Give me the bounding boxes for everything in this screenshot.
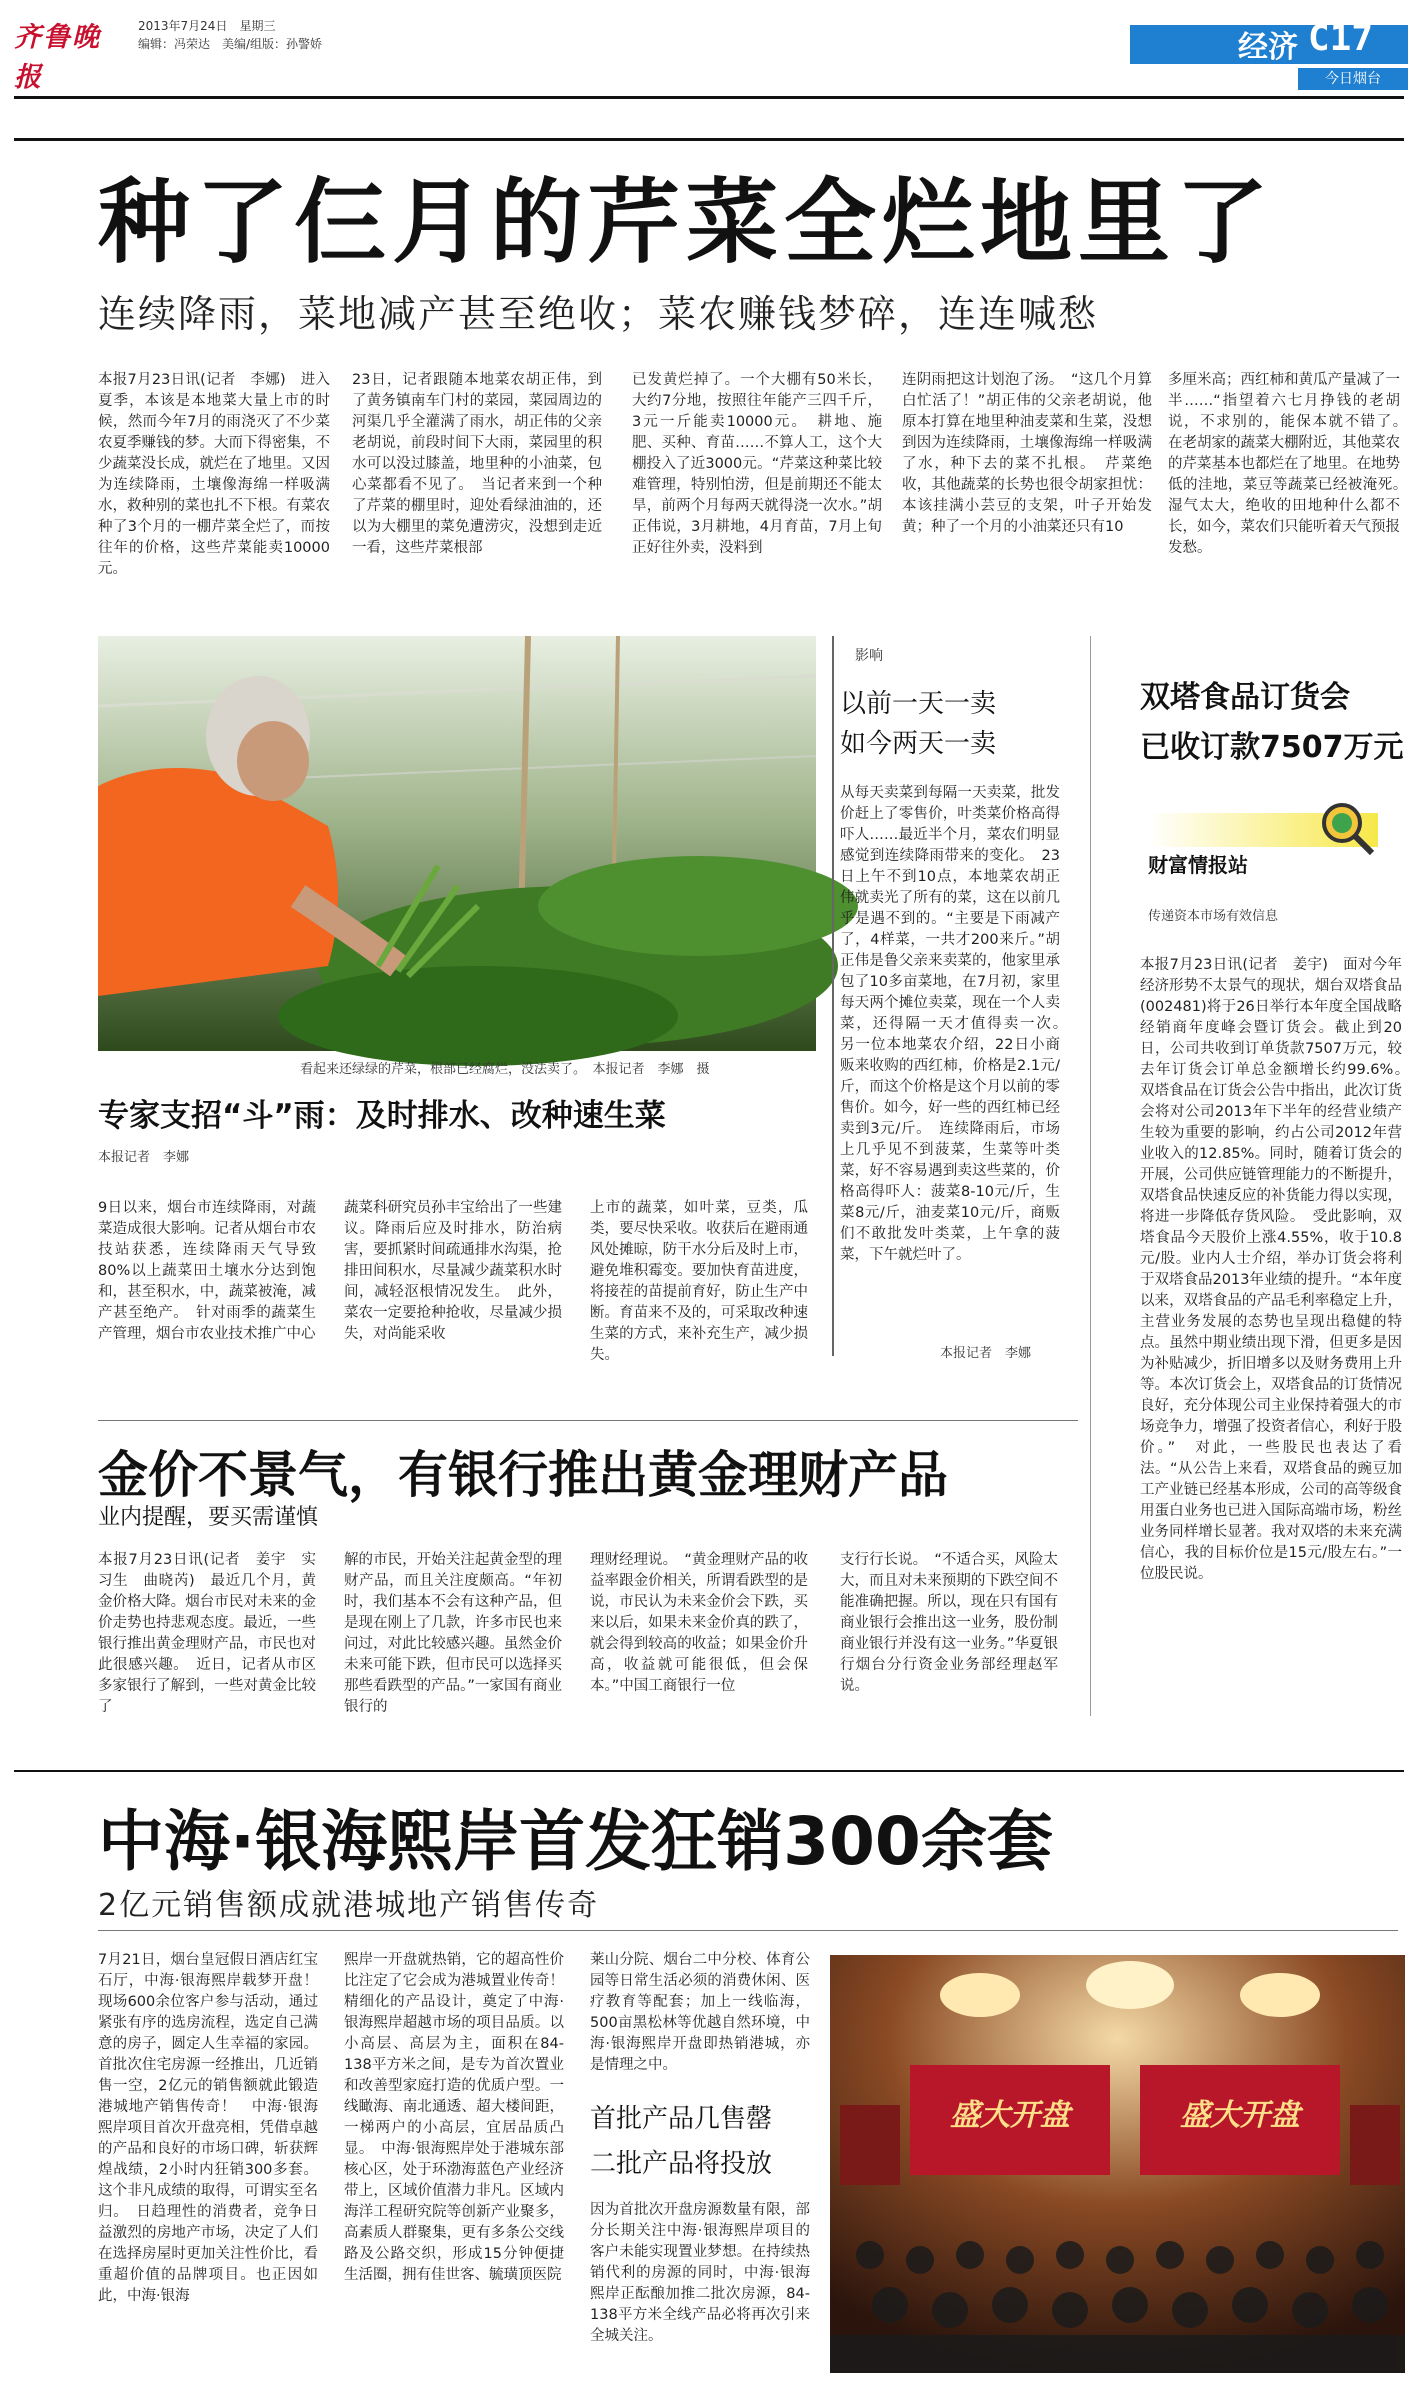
expert-col-2: 蔬菜科研究员孙丰宝给出了一些建议。降雨后应及时排水，防治病害，要抓紧时间疏通排水沟渠，抢排田间积水，尽量减少蔬菜积水时间，减轻沤根情况发生。 此外，菜农一定要抢种抢收，尽量减少损失，对尚能采收 <box>344 1200 562 1342</box>
shuangta-headline-1: 双塔食品订货会 <box>1140 680 1350 715</box>
main-photo-caption: 看起来还绿绿的芹菜，根部已经腐烂，没法卖了。 本报记者 李娜 摄 <box>300 1062 710 1077</box>
launch-event-illustration <box>830 1955 1405 2373</box>
issue-date: 2013年7月24日 星期三 <box>138 19 276 33</box>
gold-subheadline: 业内提醒，要买需谨慎 <box>98 1505 319 1530</box>
zhonghai-sub-rule <box>98 1930 1398 1931</box>
impact-body: 从每天卖菜到每隔一天卖菜，批发价赶上了零售价，叶类菜价格高得吓人……最近半个月，菜农们明显感觉到连续降雨带来的变化。 23日上午不到10点，本地菜农胡正伟就卖光了所有的菜，这在以前几乎是遇不到的。“主要是下雨减产了，4样菜，一共才200来斤。”胡正伟是鲁父亲来卖菜的，他家里承包了10多亩菜地，在7月初，家里每天两个摊位卖菜，现在一个人卖菜，还得隔一天才值得卖一次。 另一位本地菜农介绍，22日小商贩来收购的西红柿，价格是2.1元/斤，而这个价格是这个月以前的零售价。如今，好一些的西红柿已经卖到3元/斤。 连续降雨后，市场上几乎见不到菠菜，生菜等叶类菜，好不容易遇到卖这些菜的，价格高得吓人：菠菜8-10元/斤，生菜8元/斤，油麦菜10元/斤，商贩们不敢批发叶类菜，上午拿的菠菜，下午就烂叶了。 <box>840 785 1075 1263</box>
page-number: C17 <box>1308 18 1374 59</box>
expert-headline: 专家支招“斗”雨：及时排水、改种速生菜 <box>98 1098 666 1134</box>
impact-label: 影响 <box>855 648 883 664</box>
gold-col-4: 支行行长说。 “不适合买，风险太大，而且对未来预期的下跌空间不能准确把握。所以，现在只有国有商业银行会推出这一业务，股份制商业银行并没有这一业务。”华夏银行烟台分行资金业务部经理赵军说。 <box>840 1552 1058 1694</box>
section-name: 经济 <box>1238 30 1298 65</box>
main-headline: 种了仨月的芹菜全烂地里了 <box>98 169 1275 276</box>
expert-byline: 本报记者 李娜 <box>98 1150 190 1165</box>
main-article-col-2: 23日，记者跟随本地菜农胡正伟，到了黄务镇南车门村的菜园，菜园周边的河渠几乎全灌满了雨水，胡正伟的父亲老胡说，前段时间下大雨，菜园里的积水可以没过膝盖，地里种的小油菜，包心菜都看不见了。 当记者来到一个种了芹菜的棚里时，迎处看绿油油的，还以为大棚里的菜免遭涝灾，没想到走近一看，这些芹菜根部 <box>352 372 602 556</box>
gold-col-3: 理财经理说。 “黄金理财产品的收益率跟金价相关，所谓看跌型的是说，市民认为未来金价会下跌，买来以后，如果未来金价真的跌了，就会得到较高的收益；如果金价升高，收益就可能很低，但会保本。”中国工商银行一位 <box>590 1552 808 1694</box>
main-subheadline: 连续降雨，菜地减产甚至绝收；菜农赚钱梦碎，连连喊愁 <box>98 292 1099 336</box>
impact-byline: 本报记者 李娜 <box>940 1346 1032 1361</box>
shuangta-body: 本报7月23日讯(记者 姜宇) 面对今年经济形势不太景气的现状，烟台双塔食品(002481)将于26日举行本年度全国战略经销商年度峰会暨订货会。截止到20日，公司共收到订单货款7507万元，较去年订货会订单总金额增长约99.6%。 双塔食品在订货会公告中指出，此次订货会将对公司2013年下半年的经营业绩产生较为重要的影响，约占公司2012年营业收入的12.85%。同时，随着订货会的开展，公司供应链管理能力的不断提升，双塔食品快速反应的补货能力得以实现，将进一步降低存货风险。 受此影响，双塔食品今天股价上涨4.55%，收于10.8元/股。业内人士介绍，举办订货会将利于双塔食品2013年业绩的提升。“本年度以来，双塔食品的产品毛利率稳定上升，主营业务发展的态势也呈现出稳健的特点。虽然中期业绩出现下滑，但更多是因为补贴减少，折旧增多以及财务费用上升等。本次订货会上，双塔食品的订货情况良好，充分体现公司主业保持着强大的市场竞争力，增强了投资者信心，利好于股价。” 对此，一些股民也表达了看法。“从公告上来看，双塔食品的豌豆加工产业链已经基本形成，公司的高等级食用蛋白业务也已进入国际高端市场，粉丝业务同样增长显著。我对双塔的未来充满信心，我的目标价位是15元/股左右。”一位股民说。 <box>1140 957 1417 1582</box>
wealth-label: 财富情报站 <box>1148 853 1248 877</box>
gold-top-rule <box>98 1420 1078 1421</box>
wealth-info-box <box>1148 795 1398 875</box>
gold-headline: 金价不景气，有银行推出黄金理财产品 <box>98 1446 948 1504</box>
main-article-col-3: 已发黄烂掉了。一个大棚有50米长，大约7分地，按照往年能产三四千斤，3元一斤能卖10000元。 耕地、施肥、买种、育苗……不算人工，这个大棚投入了近3000元。“芹菜这种菜比较难管理，特别怕涝，但是前期还不能太旱，前两个月每两天就得浇一次水。”胡正伟说，3月耕地，4月育苗，7月上旬正好往外卖，没料到 <box>632 372 882 556</box>
celery-farmer-photo <box>98 636 816 1051</box>
event-banner-left: 盛大开盘 <box>950 2098 1070 2133</box>
celery-farmer-illustration <box>98 636 816 1051</box>
main-article-col-1: 本报7月23日讯(记者 李娜) 进入夏季，本该是本地菜大量上市的时候，然而今年7月的雨浇灭了不少菜农夏季赚钱的梦。大而下得密集，不少蔬菜没长成，就烂在了地里。又因为连续降雨，土壤像海绵一样吸满水，救种别的菜也扎不下根。有菜农种了3个月的一棚芹菜全烂了，而按往年的价格，这些芹菜能卖10000元。 <box>98 372 330 577</box>
magnifier-icon <box>1318 799 1378 859</box>
zhonghai-top-rule <box>14 1770 1404 1772</box>
main-article-col-4: 连阴雨把这计划泡了汤。 “这几个月算白忙活了！”胡正伟的父亲老胡说，他原本打算在地里种油麦菜和生菜，没想到因为连续降雨，土壤像海绵一样吸满了水，种下去的菜不扎根。 芹菜绝收，其他蔬菜的长势也很令胡家担忧：本该挂满小芸豆的支架，叶子开始发黄；种了一个月的小油菜还只有10 <box>902 372 1152 535</box>
impact-divider <box>832 636 834 1356</box>
expert-col-3: 上市的蔬菜，如叶菜，豆类，瓜类，要尽快采收。收获后在避雨通风处摊晾，防干水分后及时上市，避免堆积霉变。要加快育苗进度，将接茬的苗提前育好，防止生产中断。育苗来不及的，可采取改种速生菜的方式，来补充生产，减少损失。 <box>590 1200 808 1363</box>
section-subtitle: 今日烟台 <box>1298 68 1408 90</box>
zhonghai-subhead-1: 首批产品几售罄 <box>590 2104 773 2134</box>
zhonghai-col-2: 熙岸一开盘就热销，它的超高性价比注定了它会成为港城置业传奇！ 精细化的产品设计，奠定了中海·银海熙岸超越市场的项目品质。以小高层、高层为主，面积在84-138平方米之间，是专为首次置业和改善型家庭打造的优质户型。一线瞰海、南北通透、超大楼间距，一梯两户的小高层，宜居品质凸显。 中海·银海熙岸处于港城东部核心区，处于环渤海蓝色产业经济带上，区域价值潜力非凡。区域内海洋工程研究院等创新产业聚多，高素质人群聚集，更有多条公交线路及公路交织，形成15分钟便捷生活圈，拥有佳世客、毓璜顶医院 <box>344 1952 579 2283</box>
section-header <box>1118 12 1408 87</box>
header-rule <box>14 96 1404 99</box>
main-article-col-5: 多厘米高；西红柿和黄瓜产量减了一半……“指望着六七月挣钱的老胡说，不求别的，能保本就不错了。 在老胡家的蔬菜大棚附近，其他菜农的芹菜基本也都烂在了地里。在地势低的洼地，菜豆等蔬菜已经被淹死。 湿气太大，绝收的田地种什么都不长，如今，菜农们只能听着天气预报发愁。 <box>1168 372 1415 556</box>
event-banner-right: 盛大开盘 <box>1180 2098 1300 2133</box>
expert-col-1: 9日以来，烟台市连续降雨，对蔬菜造成很大影响。记者从烟台市农技站获悉，连续降雨天气导致80%以上蔬菜田土壤水分达到饱和，甚至积水，中，蔬菜被淹，减产甚至绝产。 针对雨季的蔬菜生产管理，烟台市农业技术推广中心 <box>98 1200 316 1342</box>
shuangta-divider <box>1090 636 1091 1716</box>
zhonghai-headline: 中海·银海熙岸首发狂销300余套 <box>98 1803 1053 1880</box>
editor-credits: 编辑：冯荣达 美编/组版：孙警娇 <box>138 37 323 51</box>
wealth-subtitle: 传递资本市场有效信息 <box>1148 909 1279 924</box>
zhonghai-subhead-2: 二批产品将投放 <box>590 2149 773 2179</box>
zhonghai-col-3b: 因为首批次开盘房源数量有限，部分长期关注中海·银海熙岸项目的客户未能实现置业梦想。在持续热销代利的房源的同时，中海·银海熙岸正酝酿加推二批次房源，84-138平方米全线产品必将再次引来全城关注。 <box>590 2202 810 2344</box>
impact-headline-2: 如今两天一卖 <box>840 729 997 759</box>
gold-col-1: 本报7月23日讯(记者 姜宇 实习生 曲晓芮) 最近几个月，黄金价格大降。烟台市民对未来的金价走势也持悲观态度。最近，一些银行推出黄金理财产品，市民也对此很感兴趣。 近日，记者从市区多家银行了解到，一些对黄金比较了 <box>98 1552 316 1715</box>
shuangta-headline-2: 已收订款7507万元 <box>1140 730 1404 765</box>
zhonghai-subheadline: 2亿元销售额成就港城地产销售传奇 <box>98 1888 600 1923</box>
zhonghai-col-3: 莱山分院、烟台二中分校、体育公园等日常生活必须的消费休闲、医疗教育等配套；加上一线临海，500亩黑松林等优越自然环境，中海·银海熙岸开盘即热销港城，亦是情理之中。 <box>590 1952 810 2073</box>
gold-col-2: 解的市民，开始关注起黄金型的理财产品，而且关注度颇高。“年初时，我们基本不会有这种产品，但是现在刚上了几款，许多市民也来问过，对此比较感兴趣。虽然金价未来可能下跌，但市民可以选择买那些看跌型的产品。”一家国有商业银行的 <box>344 1552 562 1715</box>
zhonghai-col-1: 7月21日，烟台皇冠假日酒店红宝石厅，中海·银海熙岸载梦开盘！现场600余位客户参与活动，通过紧张有序的选房流程，选定自己满意的房子，圆定人生幸福的家园。首批次住宅房源一经推出，几近销售一空，2亿元的销售额就此锻造港城地产销售传奇！ 中海·银海熙岸项目首次开盘亮相，凭借卓越的产品和良好的市场口碑，斩获辉煌战绩，2小时内狂销300多套。这个非凡成绩的取得，可谓实至名归。 日趋理性的消费者，竞争日益激烈的房地产市场，决定了人们在选择房屋时更加关注性价比，看重超价值的品牌项目。也正因如此，中海·银海 <box>98 1952 318 2304</box>
impact-headline-1: 以前一天一卖 <box>840 689 997 719</box>
launch-event-photo <box>830 1955 1405 2373</box>
newspaper-logo: 齐鲁晚报 <box>14 22 101 93</box>
header-rule-2 <box>14 138 1404 141</box>
